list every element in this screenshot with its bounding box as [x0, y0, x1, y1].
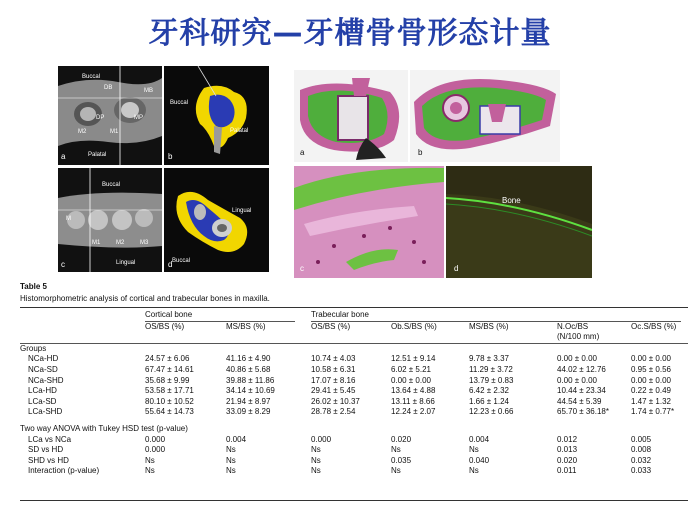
table-cell: 0.005 [631, 434, 652, 444]
table-cell: Ns [391, 445, 401, 455]
table-cell: 53.58 ± 17.71 [145, 386, 194, 396]
anova-title-row [20, 424, 688, 435]
anova-row-label: SD vs HD [28, 445, 64, 455]
table-cell: 55.64 ± 14.73 [145, 407, 194, 417]
groups-title-row [20, 343, 688, 354]
table-cell: 0.00 ± 0.00 [631, 354, 671, 364]
table-cell: 29.41 ± 5.45 [311, 386, 356, 396]
histo-panel-c [294, 166, 444, 278]
ct-c-label-buccal: Buccal [102, 182, 121, 188]
table-cell: 6.42 ± 2.32 [469, 386, 509, 396]
table-cell: 12.23 ± 0.66 [469, 407, 514, 417]
groups-title: Groups [20, 343, 47, 353]
anova-row [20, 456, 688, 467]
ct-a-label-db: DB [104, 85, 113, 91]
table-cell: Ns [391, 466, 401, 476]
table-cell: 10.58 ± 6.31 [311, 364, 356, 374]
ct-a-label-dp: DP [96, 115, 105, 121]
table-cell: 0.035 [391, 455, 412, 465]
histomorphometric-table [20, 310, 688, 477]
table-cell: 65.70 ± 36.18* [557, 407, 609, 417]
table-cell: 0.020 [557, 455, 578, 465]
group-row-label: NCa-HD [28, 354, 59, 364]
ct-image-d [164, 168, 269, 272]
ct-a-letter: a [61, 152, 66, 161]
histo-d-letter: d [454, 264, 459, 273]
ct-a-label-mp: MP [134, 115, 143, 121]
table-cell: 12.51 ± 9.14 [391, 354, 436, 364]
table-cell: 80.10 ± 10.52 [145, 396, 194, 406]
table-cell: 0.013 [557, 445, 578, 455]
ct-d-label-buccal: Buccal [172, 258, 191, 264]
table-cell: 0.00 ± 0.00 [557, 354, 597, 364]
ct-c-letter: c [61, 260, 65, 269]
table-cell: 0.020 [391, 434, 412, 444]
ct-d-letter: d [168, 260, 173, 269]
ct-image-b [164, 66, 269, 165]
histo-panel-d [446, 166, 592, 278]
anova-row [20, 466, 688, 477]
table-cell: 0.000 [311, 434, 332, 444]
col-subheader-n-oc-bs: (N/100 mm) [557, 332, 600, 342]
table-cell: 0.00 ± 0.00 [631, 375, 671, 385]
cortical-bone-header: Cortical bone [145, 310, 295, 322]
table-cell: 0.012 [557, 434, 578, 444]
table-cell: 17.07 ± 8.16 [311, 375, 356, 385]
table-cell: 0.032 [631, 455, 652, 465]
table-bottom-rule [20, 500, 688, 501]
histo-c-letter: c [300, 264, 304, 273]
ct-d-label-lingual: Lingual [232, 208, 252, 214]
histo-panel-a [294, 70, 408, 162]
table-cell: 35.68 ± 9.99 [145, 375, 190, 385]
ct-b-label-buccal: Buccal [170, 100, 189, 106]
table-cell: Ns [469, 445, 479, 455]
anova-row [20, 435, 688, 446]
col-header-cortical-ms-bs: MS/BS (%) [226, 321, 266, 331]
table-cell: Ns [311, 455, 321, 465]
table-cell: 0.00 ± 0.00 [557, 375, 597, 385]
table-cell: 33.09 ± 8.29 [226, 407, 271, 417]
ct-a-label-buccal: Buccal [82, 74, 101, 80]
histo-image-d [446, 166, 592, 278]
group-row [20, 386, 688, 397]
group-row-label: NCa-SHD [28, 375, 64, 385]
table-cell: 41.16 ± 4.90 [226, 354, 271, 364]
group-row [20, 365, 688, 376]
ct-c-label-m: M [66, 216, 71, 222]
table-cell: 0.95 ± 0.56 [631, 364, 671, 374]
table-cell: 39.88 ± 11.86 [226, 375, 275, 385]
ct-panel-b [164, 66, 269, 165]
group-rows [20, 354, 688, 418]
group-row-label: LCa-SHD [28, 407, 63, 417]
ct-image-a [58, 66, 162, 165]
anova-rows [20, 435, 688, 477]
table-cell: 24.57 ± 6.06 [145, 354, 190, 364]
table-cell: 1.74 ± 0.77* [631, 407, 675, 417]
anova-row-label: Interaction (p-value) [28, 466, 100, 476]
table-column-header-row [20, 322, 688, 333]
ct-c-label-m2: M2 [116, 240, 125, 246]
ct-c-label-lingual: Lingual [116, 260, 136, 266]
group-row-label: NCa-SD [28, 364, 58, 374]
table-cell: 0.040 [469, 455, 490, 465]
table-cell: 67.47 ± 14.61 [145, 364, 194, 374]
table-cell: 0.000 [145, 445, 166, 455]
col-header-n-oc-bs: N.Oc/BS [557, 321, 589, 331]
col-header-oc-s-bs: Oc.S/BS (%) [631, 321, 677, 331]
table-cell: 13.11 ± 8.66 [391, 396, 435, 406]
group-row [20, 407, 688, 418]
ct-b-label-palatal: Palatal [230, 128, 249, 134]
table-cell: Ns [145, 466, 155, 476]
anova-row-label: SHD vs HD [28, 455, 69, 465]
table-cell: 10.74 ± 4.03 [311, 354, 356, 364]
table-cell: 40.86 ± 5.68 [226, 364, 271, 374]
col-header-trab-os-bs: OS/BS (%) [311, 321, 351, 331]
col-header-trab-ob-s-bs: Ob.S/BS (%) [391, 321, 437, 331]
table-cell: 10.44 ± 23.34 [557, 386, 606, 396]
ct-a-label-mb: MB [144, 88, 153, 94]
ct-panel-c [58, 168, 162, 272]
table-label: Table 5 [20, 282, 47, 291]
ct-panel-a [58, 66, 162, 165]
group-row-label: LCa-HD [28, 386, 57, 396]
table-cell: 0.00 ± 0.00 [391, 375, 431, 385]
table-cell: 21.94 ± 8.97 [226, 396, 271, 406]
group-row [20, 397, 688, 408]
group-row [20, 354, 688, 365]
ct-a-label-palatal: Palatal [88, 152, 107, 158]
anova-title: Two way ANOVA with Tukey HSD test (p-value) [20, 423, 188, 433]
table-cell: Ns [469, 466, 479, 476]
table-top-rule [20, 307, 688, 308]
ct-b-letter: b [168, 152, 173, 161]
table-cell: 0.22 ± 0.49 [631, 386, 671, 396]
ct-c-label-m3: M3 [140, 240, 149, 246]
table-cell: 44.02 ± 12.76 [557, 364, 606, 374]
table-cell: 34.14 ± 10.69 [226, 386, 275, 396]
table-cell: 13.64 ± 4.88 [391, 386, 436, 396]
table-cell: 6.02 ± 5.21 [391, 364, 431, 374]
table-cell: 1.66 ± 1.24 [469, 396, 509, 406]
histo-panel-b [410, 70, 560, 162]
table-cell: 26.02 ± 10.37 [311, 396, 360, 406]
table-cell: 0.004 [226, 434, 247, 444]
table-cell: Ns [311, 466, 321, 476]
table-cell: 0.008 [631, 445, 652, 455]
histo-b-letter: b [418, 148, 423, 157]
table-cell: 0.000 [145, 434, 166, 444]
table-cell: 13.79 ± 0.83 [469, 375, 514, 385]
table-cell: 44.54 ± 5.39 [557, 396, 602, 406]
histo-image-a [294, 70, 408, 162]
table-cell: Ns [311, 445, 321, 455]
table-cell: 0.033 [631, 466, 652, 476]
slide-title: 牙科研究—牙槽骨骨形态计量 [148, 16, 552, 51]
group-row-label: LCa-SD [28, 396, 57, 406]
table-cell: Ns [145, 455, 155, 465]
table-column-subheader-row [20, 332, 688, 343]
trabecular-bone-header: Trabecular bone [311, 310, 681, 322]
histo-a-letter: a [300, 148, 305, 157]
anova-row [20, 445, 688, 456]
table-cell: 9.78 ± 3.37 [469, 354, 509, 364]
group-row [20, 376, 688, 387]
table-caption: Histomorphometric analysis of cortical and trabecular bones in maxilla. [20, 294, 270, 303]
histo-image-c [294, 166, 444, 278]
table-cell: 1.47 ± 1.32 [631, 396, 671, 406]
col-header-trab-ms-bs: MS/BS (%) [469, 321, 509, 331]
table-cell: 11.29 ± 3.72 [469, 364, 513, 374]
table-cell: 12.24 ± 2.07 [391, 407, 436, 417]
ct-panel-d [164, 168, 269, 272]
table-cell: 0.011 [557, 466, 577, 476]
col-header-cortical-os-bs: OS/BS (%) [145, 321, 185, 331]
table-cell: 28.78 ± 2.54 [311, 407, 356, 417]
table-group-header-row [20, 310, 688, 322]
ct-c-label-m1: M1 [92, 240, 101, 246]
anova-row-label: LCa vs NCa [28, 434, 72, 444]
ct-a-label-m1: M1 [110, 129, 119, 135]
table-cell: 0.004 [469, 434, 490, 444]
table-cell: Ns [226, 445, 236, 455]
table-cell: Ns [226, 455, 236, 465]
histo-d-bone-label: Bone [502, 196, 521, 205]
ct-a-label-m2: M2 [78, 129, 87, 135]
table-cell: Ns [226, 466, 236, 476]
histo-image-b [410, 70, 560, 162]
